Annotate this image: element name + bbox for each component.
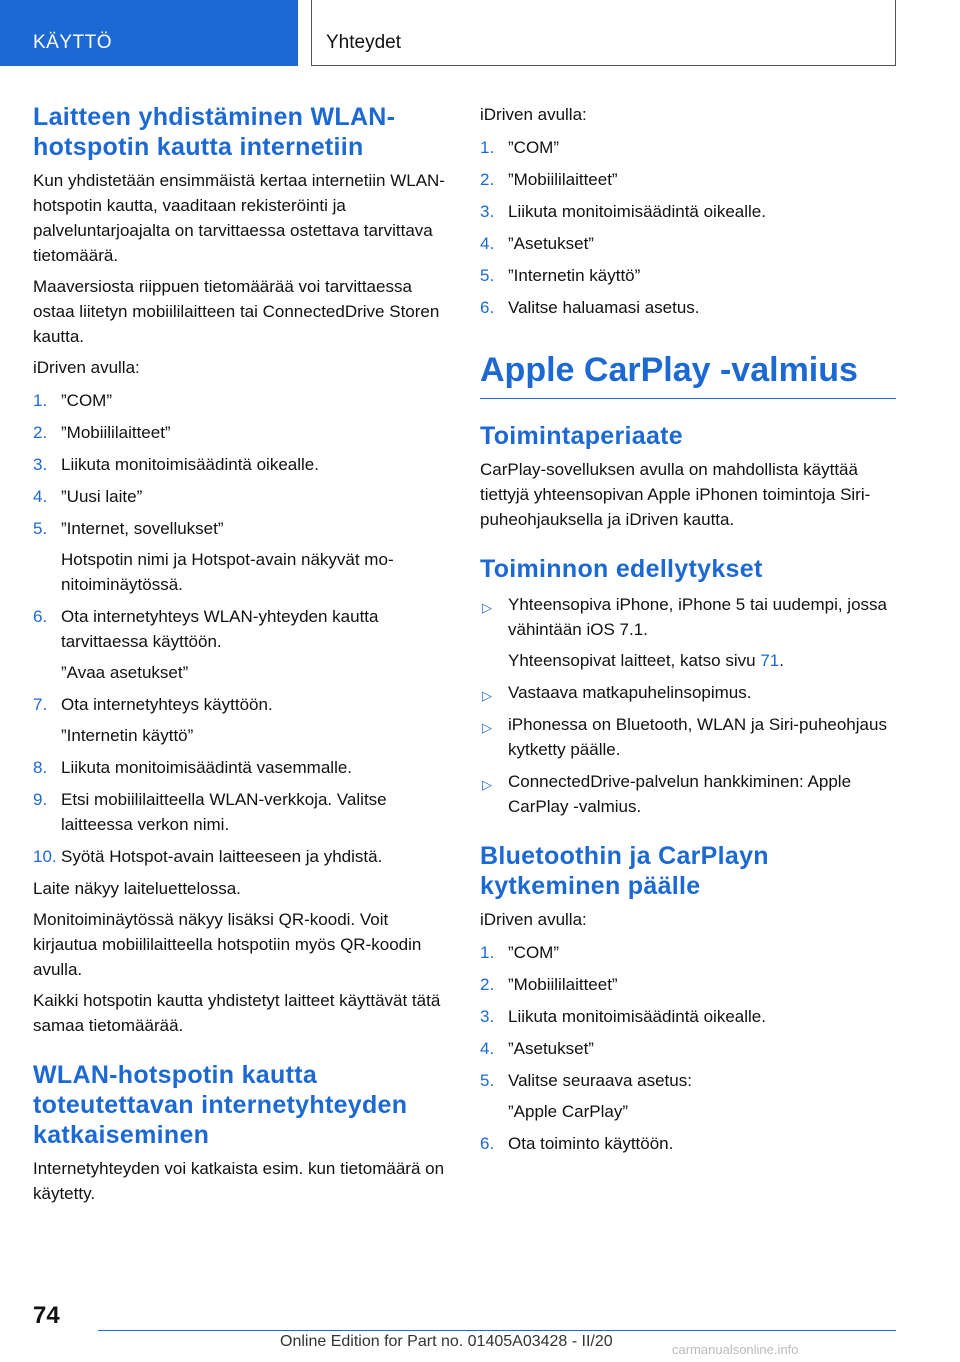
- list-item: [33, 516, 451, 597]
- list-item: [480, 135, 896, 160]
- step-number: 1.: [480, 943, 495, 962]
- right-column: [480, 102, 896, 1163]
- list-item: [480, 1068, 896, 1124]
- step-text: Liikuta monitoimisäädintä oikealle.: [508, 202, 766, 221]
- steps-list: [480, 940, 896, 1156]
- step-text: Ota toiminto käyttöön.: [508, 1134, 674, 1153]
- page-header: [0, 0, 960, 66]
- bullet-note: [508, 648, 896, 673]
- paragraph: Kun yhdistetään ensimmäistä kertaa internetiin WLAN-hotspotin kautta, vaaditaan rekisteröinti ja palveluntarjoajalta on tarvittaessa ostettava tarvittava tietomäärä.: [33, 171, 445, 265]
- heading-principle: Toimintaperiaate: [480, 422, 683, 450]
- step-text: Ota internetyhteys käyttöön.: [61, 695, 273, 714]
- note-text: Yhteensopivat laitteet, katso sivu: [508, 651, 761, 670]
- list-item: [480, 972, 896, 997]
- step-number: 2.: [480, 975, 495, 994]
- list-item: [480, 1036, 896, 1061]
- list-item: [33, 692, 451, 748]
- paragraph: iDriven avulla:: [33, 358, 140, 377]
- step-text: Liikuta monitoimisäädintä oikealle.: [508, 1007, 766, 1026]
- step-number: 9.: [33, 790, 48, 809]
- step-text: ”COM”: [508, 138, 559, 157]
- list-item: [480, 1131, 896, 1156]
- chapter-title: Yhteydet: [311, 0, 896, 66]
- list-item: [33, 420, 451, 445]
- step-number: 8.: [33, 758, 48, 777]
- step-text: Etsi mobiililaitteella WLAN-verkkoja. Valitse laitteessa verkon nimi.: [61, 790, 387, 834]
- step-number: 4.: [33, 487, 48, 506]
- step-number: 2.: [480, 170, 495, 189]
- paragraph: iDriven avulla:: [480, 105, 587, 124]
- step-number: 4.: [480, 234, 495, 253]
- paragraph: CarPlay-sovelluksen avulla on mahdollista käyttää tiettyjä yhteensopivan Apple iPhonen toimintoja Siri-puheohjauksella ja iDriven kautta.: [480, 460, 871, 529]
- step-text: Liikuta monitoimisäädintä vasemmalle.: [61, 758, 353, 777]
- bullet-text: iPhonessa on Bluetooth, WLAN ja Siri-puheohjaus kytketty päälle.: [508, 715, 887, 759]
- bullet-text: ConnectedDrive-palvelun hankkiminen: Apple CarPlay -valmius.: [508, 772, 852, 816]
- step-text: Liikuta monitoimisäädintä oikealle.: [61, 455, 319, 474]
- step-number: 3.: [480, 1007, 495, 1026]
- page-number: 74: [33, 1302, 60, 1329]
- list-item: [480, 263, 896, 288]
- step-number: 2.: [33, 423, 48, 442]
- step-number: 10.: [33, 847, 57, 866]
- triangle-bullet-icon: ▷: [482, 720, 492, 735]
- steps-list: [33, 388, 451, 869]
- triangle-bullet-icon: ▷: [482, 777, 492, 792]
- step-number: 6.: [480, 298, 495, 317]
- step-number: 1.: [480, 138, 495, 157]
- list-item: [480, 592, 896, 673]
- step-result: Hotspotin nimi ja Hotspot-avain näkyvät monitoiminäytössä.: [61, 550, 394, 594]
- step-number: 1.: [33, 391, 48, 410]
- page-link[interactable]: 71: [760, 651, 780, 670]
- step-text: ”COM”: [508, 943, 559, 962]
- step-number: 5.: [480, 1071, 495, 1090]
- step-text: Syötä Hotspot-avain laitteeseen ja yhdistä.: [61, 847, 383, 866]
- steps-list: [480, 135, 896, 320]
- list-item: [480, 940, 896, 965]
- requirements-list: [480, 592, 896, 819]
- watermark: carmanualsonline.info: [672, 1342, 799, 1357]
- step-result: ”Internetin käyttö”: [61, 726, 194, 745]
- list-item: [480, 712, 896, 762]
- step-result: ”Apple CarPlay”: [508, 1102, 628, 1121]
- step-result: ”Avaa asetukset”: [61, 663, 189, 682]
- list-item: [480, 199, 896, 224]
- list-item: [33, 484, 451, 509]
- list-item: [480, 231, 896, 256]
- heading-carplay: Apple CarPlay -valmius: [480, 350, 896, 399]
- paragraph: Maaversiosta riippuen tietomäärää voi tarvittaessa ostaa liitetyn mobiililaitteen tai ConnectedDrive Storen kautta.: [33, 277, 440, 346]
- step-number: 4.: [480, 1039, 495, 1058]
- list-item: [33, 787, 451, 837]
- heading-wlan-disconnect: WLAN-hotspotin kautta toteutettavan internetyhteyden katkaiseminen: [33, 1061, 408, 1149]
- list-item: [480, 680, 896, 705]
- step-text: ”COM”: [61, 391, 112, 410]
- list-item: [33, 755, 451, 780]
- step-text: ”Mobiililaitteet”: [61, 423, 171, 442]
- note-suffix: .: [779, 651, 784, 670]
- heading-wlan-connect: Laitteen yhdistäminen WLAN-hotspotin kautta internetiin: [33, 103, 396, 161]
- step-text: Ota internetyhteys WLAN-yhteyden kautta tarvittaessa käyttöön.: [61, 607, 379, 651]
- step-text: ”Asetukset”: [508, 234, 594, 253]
- footer-divider: [98, 1330, 896, 1331]
- step-number: 3.: [33, 455, 48, 474]
- paragraph: Internetyhteyden voi katkaista esim. kun tietomäärä on käytetty.: [33, 1159, 445, 1203]
- triangle-bullet-icon: ▷: [482, 688, 492, 703]
- step-number: 5.: [480, 266, 495, 285]
- bullet-text: Yhteensopiva iPhone, iPhone 5 tai uudempi, jossa vähintään iOS 7.1.: [508, 595, 887, 639]
- heading-requirements: Toiminnon edellytykset: [480, 555, 763, 583]
- left-column: [33, 102, 451, 1206]
- list-item: [480, 1004, 896, 1029]
- bullet-text: Vastaava matkapuhelinsopimus.: [508, 683, 752, 702]
- paragraph: iDriven avulla:: [480, 910, 587, 929]
- step-number: 3.: [480, 202, 495, 221]
- step-text: Valitse haluamasi asetus.: [508, 298, 700, 317]
- paragraph: Monitoiminäytössä näkyy lisäksi QR-koodi. Voit kirjautua mobiililaitteella hotspotiin myös QR-koodin avulla.: [33, 910, 422, 979]
- step-number: 6.: [33, 607, 48, 626]
- step-number: 7.: [33, 695, 48, 714]
- list-item: [33, 388, 451, 413]
- step-text: ”Internetin käyttö”: [508, 266, 641, 285]
- step-number: 6.: [480, 1134, 495, 1153]
- section-tab: KÄYTTÖ: [0, 0, 298, 66]
- step-text: ”Uusi laite”: [61, 487, 143, 506]
- step-text: ”Mobiililaitteet”: [508, 975, 618, 994]
- paragraph: Laite näkyy laiteluettelossa.: [33, 879, 241, 898]
- list-item: [33, 452, 451, 477]
- step-text: Valitse seuraava asetus:: [508, 1071, 692, 1090]
- footer-edition: Online Edition for Part no. 01405A03428 - II/20: [280, 1333, 613, 1350]
- list-item: [480, 769, 896, 819]
- list-item: [33, 604, 451, 685]
- step-text: ”Internet, sovellukset”: [61, 519, 224, 538]
- step-text: ”Asetukset”: [508, 1039, 594, 1058]
- list-item: [33, 844, 451, 869]
- triangle-bullet-icon: ▷: [482, 600, 492, 615]
- list-item: [480, 295, 896, 320]
- step-text: ”Mobiililaitteet”: [508, 170, 618, 189]
- paragraph: Kaikki hotspotin kautta yhdistetyt laitteet käyttävät tätä samaa tietomäärää.: [33, 991, 441, 1035]
- heading-bluetooth-carplay: Bluetoothin ja CarPlayn kytkeminen päälle: [480, 842, 769, 900]
- step-number: 5.: [33, 519, 48, 538]
- list-item: [480, 167, 896, 192]
